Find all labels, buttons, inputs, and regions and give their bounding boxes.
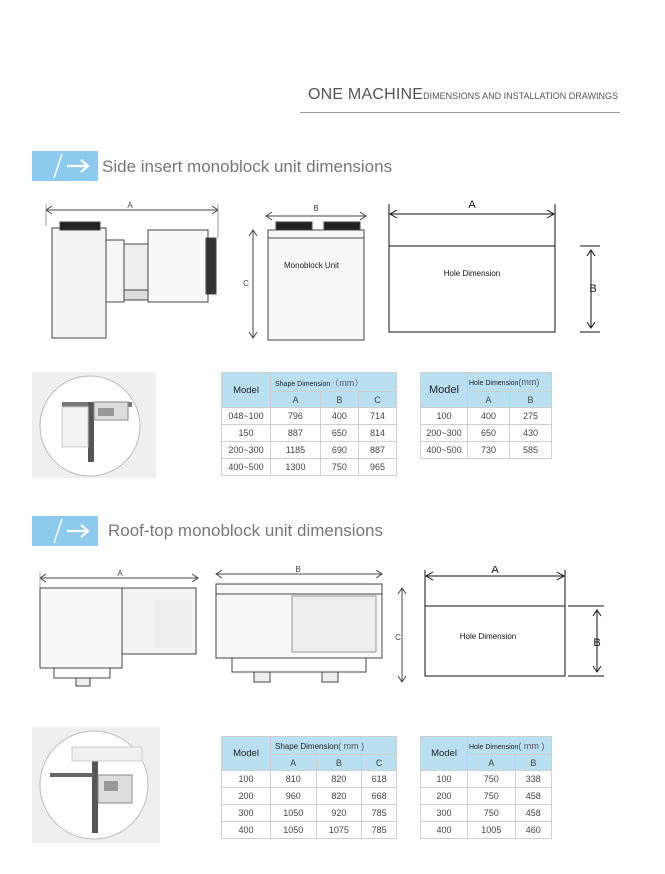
table-cell: 200~300 — [421, 425, 468, 442]
shape-col-c: C — [358, 392, 396, 408]
hole-col-b: B — [509, 392, 551, 408]
table-row — [421, 442, 552, 459]
hole-col-a: A — [468, 755, 516, 771]
side-view-drawing — [46, 204, 218, 338]
table-cell: 100 — [421, 408, 468, 425]
table-cell: 400 — [468, 408, 510, 425]
table-cell: 920 — [316, 805, 362, 822]
header-title-main: ONE MACHINE — [308, 86, 424, 103]
table-cell: 714 — [358, 408, 396, 425]
table-cell: 100 — [222, 771, 271, 788]
front-view-label-b: B — [313, 204, 319, 213]
table-row — [222, 822, 397, 839]
hole-diagram — [389, 204, 600, 332]
install-diagram-icon — [32, 372, 156, 478]
table-cell: 400 — [320, 408, 358, 425]
table-cell: 200 — [421, 788, 468, 805]
shape-col-c: C — [362, 755, 397, 771]
table-cell: 460 — [515, 822, 551, 839]
roof-hole-dimension-label: Hole Dimension — [459, 632, 517, 641]
roof-front-label-b: B — [295, 566, 301, 574]
table-cell: 965 — [358, 459, 396, 476]
install-diagram-icon — [32, 727, 160, 843]
table-cell: 275 — [509, 408, 551, 425]
table-cell: 668 — [362, 788, 397, 805]
table-cell: 810 — [271, 771, 317, 788]
table-cell: 338 — [515, 771, 551, 788]
shape-table-group-header: Shape Dimension（mm） — [271, 373, 397, 392]
roof-side-grille — [154, 600, 192, 648]
table-cell: 458 — [515, 805, 551, 822]
section1-shape-table — [221, 372, 397, 476]
hole-dimension-label: Hole Dimension — [443, 269, 501, 278]
monoblock-unit-label: Monoblock Unit — [284, 261, 340, 270]
shape-col-a: A — [271, 755, 317, 771]
arrow-right-icon — [32, 151, 98, 181]
section2-drawings — [36, 566, 616, 696]
table-cell: 690 — [320, 442, 358, 459]
hole-table-model-header: Model — [421, 737, 468, 771]
hole-label-a: A — [468, 199, 476, 211]
hole-col-b: B — [515, 755, 551, 771]
table-cell: 400 — [421, 822, 468, 839]
table-row — [222, 459, 397, 476]
front-view-drawing — [249, 212, 366, 340]
table-cell: 618 — [362, 771, 397, 788]
roof-hole-label-a: A — [491, 566, 499, 576]
roof-front-grille — [292, 596, 376, 652]
hole-col-a: A — [468, 392, 510, 408]
section2-hole-table — [420, 736, 552, 839]
table-cell: 150 — [222, 425, 271, 442]
table-row — [222, 408, 397, 425]
table-cell: 300 — [222, 805, 271, 822]
table-cell: 200~300 — [222, 442, 271, 459]
table-cell: 750 — [468, 805, 516, 822]
front-view-label-c: C — [243, 279, 249, 288]
shape-table-group-header: Shape Dimension( mm ) — [271, 737, 397, 755]
table-cell: 1185 — [271, 442, 321, 459]
table-cell: 1050 — [271, 805, 317, 822]
side-view-label-a: A — [127, 201, 133, 210]
table-row — [421, 425, 552, 442]
table-row — [421, 805, 552, 822]
section2-title: Roof-top monoblock unit dimensions — [108, 521, 383, 540]
table-cell: 730 — [468, 442, 510, 459]
section1-hole-table — [420, 372, 552, 459]
hole-table-group-header: Hole Dimension(mm) — [468, 373, 552, 392]
shape-col-b: B — [316, 755, 362, 771]
table-cell: 820 — [316, 788, 362, 805]
table-cell: 400 — [222, 822, 271, 839]
table-row — [222, 442, 397, 459]
table-cell: 750 — [468, 771, 516, 788]
arrow-right-icon — [32, 516, 98, 546]
table-cell: 1005 — [468, 822, 516, 839]
section2-banner — [32, 516, 98, 546]
section1-title: Side insert monoblock unit dimensions — [102, 157, 393, 176]
table-cell: 887 — [271, 425, 321, 442]
roof-hole-label-b: B — [593, 637, 601, 649]
table-cell: 785 — [362, 805, 397, 822]
shape-table-model-header: Model — [222, 737, 271, 771]
roof-front-label-c: C — [395, 633, 401, 642]
table-cell: 820 — [316, 771, 362, 788]
table-row — [421, 771, 552, 788]
table-cell: 458 — [515, 788, 551, 805]
page-header-title — [308, 86, 618, 104]
table-cell: 814 — [358, 425, 396, 442]
roof-side-label-a: A — [117, 569, 123, 578]
table-row — [421, 788, 552, 805]
hole-label-b: B — [589, 283, 597, 295]
table-cell: 585 — [509, 442, 551, 459]
table-cell: 200 — [222, 788, 271, 805]
table-cell: 1075 — [316, 822, 362, 839]
table-row — [222, 425, 397, 442]
hole-table-model-header: Model — [421, 373, 468, 408]
table-cell: 750 — [468, 788, 516, 805]
table-cell: 400~500 — [421, 442, 468, 459]
table-cell: 430 — [509, 425, 551, 442]
section2-shape-table — [221, 736, 397, 839]
table-cell: 400~500 — [222, 459, 271, 476]
table-cell: 1050 — [271, 822, 317, 839]
header-title-sub: DIMENSIONS AND INSTALLATION DRAWINGS — [423, 91, 618, 101]
table-cell: 887 — [358, 442, 396, 459]
table-cell: 048~100 — [222, 408, 271, 425]
table-row — [222, 788, 397, 805]
table-row — [421, 408, 552, 425]
header-divider — [300, 112, 620, 113]
section1-drawings — [40, 198, 620, 346]
table-cell: 960 — [271, 788, 317, 805]
table-cell: 1300 — [271, 459, 321, 476]
shape-col-a: A — [271, 392, 321, 408]
section1-banner — [32, 151, 98, 181]
table-cell: 785 — [362, 822, 397, 839]
table-cell: 750 — [320, 459, 358, 476]
hole-table-group-header: Hole Dimension( mm ) — [468, 737, 552, 755]
table-row — [222, 771, 397, 788]
table-cell: 300 — [421, 805, 468, 822]
section1-install-illustration — [32, 372, 156, 478]
table-row — [421, 822, 552, 839]
table-row — [222, 805, 397, 822]
table-cell: 650 — [320, 425, 358, 442]
table-cell: 650 — [468, 425, 510, 442]
table-cell: 100 — [421, 771, 468, 788]
section2-install-illustration — [32, 727, 160, 843]
shape-col-b: B — [320, 392, 358, 408]
roof-hole-diagram — [425, 570, 604, 676]
table-cell: 796 — [271, 408, 321, 425]
shape-table-model-header: Model — [222, 373, 271, 408]
